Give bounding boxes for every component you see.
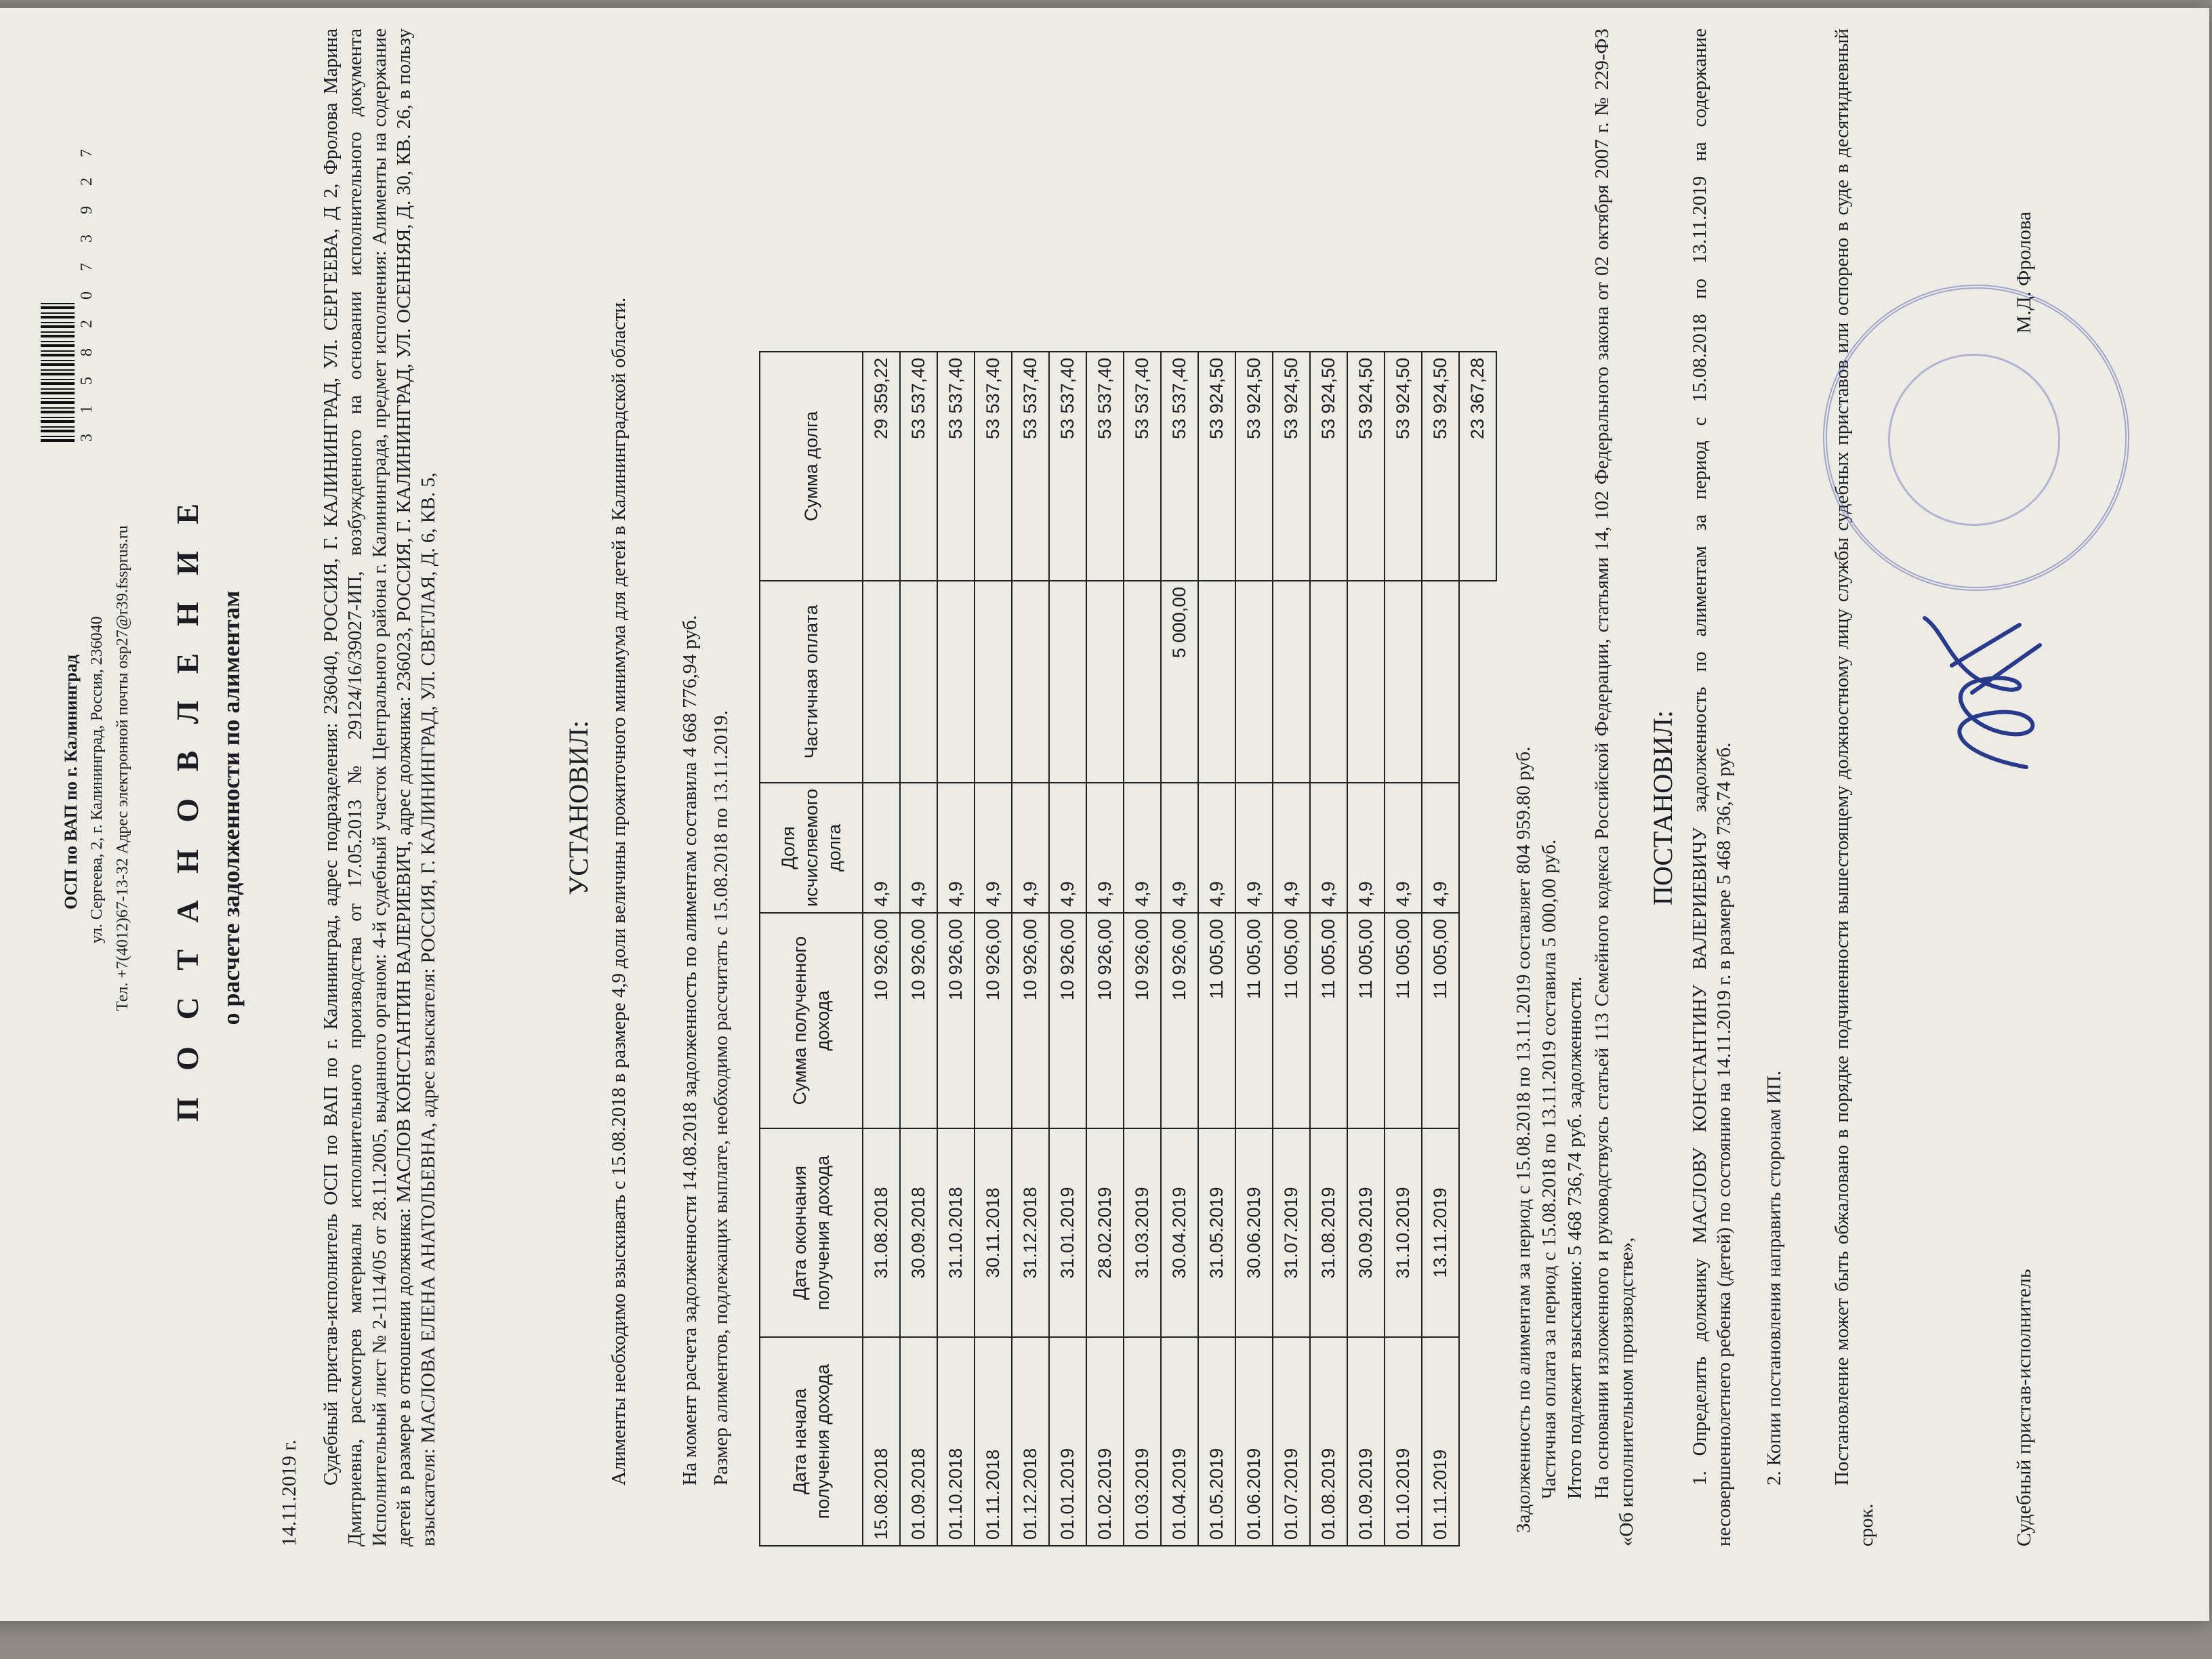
col-header-share: Доля исчисляемого долга [760, 783, 863, 913]
table-row [1049, 352, 1086, 1546]
stamp-inner-ring [1888, 354, 2060, 526]
cell-debt: 53 537,40 [1086, 352, 1124, 581]
legal-basis: На основании изложенного и руководствуясь статьей 113 Семейного кодекса Российской Федерации, статьями 14, 102 Федерального закона от 02 октября 2007 г. № 229-ФЗ «Об исполнительном производстве», [1591, 28, 1637, 1547]
cell-start-date: 01.04.2019 [1161, 1337, 1198, 1546]
table-row [975, 352, 1012, 1546]
cell-partial-payment [975, 581, 1012, 783]
cell-debt: 53 924,50 [1198, 352, 1235, 581]
cell-start-date: 01.10.2018 [937, 1337, 975, 1546]
cell-income: 10 926,00 [1124, 913, 1161, 1128]
resolved-item-1: 1. Определить должнику МАСЛОВУ КОНСТАНТИНУ ВАЛЕРИЕВИЧУ задолженность по алиментам за период с 15.08.2018 по 13.11.2019 на содержание несовершеннолетнего ребенка (детей) по состоянию на 14.11.2019 г. в размере 5 468 736,74 руб. [1689, 28, 1735, 1547]
cell-partial-payment [900, 581, 937, 783]
col-header-start: Дата начала получения дохода [760, 1337, 863, 1546]
established-heading: УСТАНОВИЛ: [563, 720, 594, 895]
cell-start-date: 01.09.2018 [900, 1337, 937, 1546]
table-row [900, 352, 937, 1546]
cell-start-date: 01.05.2019 [1198, 1337, 1235, 1546]
cell-debt: 53 537,40 [1012, 352, 1049, 581]
document-date: 14.11.2019 г. [278, 1439, 300, 1547]
cell-end-date: 13.11.2019 [1422, 1128, 1459, 1337]
table-row [1012, 352, 1049, 1546]
cell-income: 10 926,00 [1161, 913, 1198, 1128]
cell-share: 4,9 [1422, 783, 1459, 913]
table-row [1161, 352, 1198, 1546]
header-org: ОСП по ВАП по г. Калининград [61, 654, 81, 909]
cell-debt: 53 537,40 [975, 352, 1012, 581]
cell-share: 4,9 [1235, 783, 1273, 913]
cell-income: 10 926,00 [1049, 913, 1086, 1128]
header-address: ул. Сергеева, 2, г. Калининград, Россия, 236040 [88, 616, 106, 943]
cell-share: 4,9 [863, 783, 900, 913]
cell-partial-payment [1422, 581, 1459, 783]
cell-end-date: 31.12.2018 [1012, 1128, 1049, 1337]
table-row [863, 352, 900, 1546]
cell-income: 10 926,00 [1086, 913, 1124, 1128]
cell-end-date: 28.02.2019 [1086, 1128, 1124, 1337]
table-total: 23 367,28 [1459, 352, 1496, 581]
cell-start-date: 01.06.2019 [1235, 1337, 1273, 1546]
cell-partial-payment [1235, 581, 1273, 783]
cell-start-date: 01.11.2019 [1422, 1337, 1459, 1546]
cell-share: 4,9 [1273, 783, 1310, 913]
cell-end-date: 30.11.2018 [975, 1128, 1012, 1337]
cell-end-date: 30.09.2018 [900, 1128, 937, 1337]
cell-partial-payment [1385, 581, 1422, 783]
cell-income: 10 926,00 [975, 913, 1012, 1128]
resolved-heading: ПОСТАНОВИЛ: [1647, 710, 1678, 905]
col-header-partial: Частичная оплата [760, 581, 863, 783]
cell-share: 4,9 [1049, 783, 1086, 913]
summary-partial: Частичная оплата за период с 15.08.2018 по 13.11.2019 составила 5 000,00 руб. [1538, 839, 1560, 1499]
cell-start-date: 01.12.2018 [1012, 1337, 1049, 1546]
cell-debt: 53 924,50 [1273, 352, 1310, 581]
col-header-debt: Сумма долга [760, 352, 863, 581]
table-row [1124, 352, 1161, 1546]
cell-end-date: 30.09.2019 [1347, 1128, 1385, 1337]
cell-share: 4,9 [975, 783, 1012, 913]
cell-share: 4,9 [1385, 783, 1422, 913]
table-body [863, 352, 1459, 1546]
cell-end-date: 31.07.2019 [1273, 1128, 1310, 1337]
cell-start-date: 01.09.2019 [1347, 1337, 1385, 1546]
cell-end-date: 31.05.2019 [1198, 1128, 1235, 1337]
established-text-3: Размер алиментов, подлежащих выплате, необходимо рассчитать с 15.08.2018 по 13.11.2019. [710, 710, 732, 1486]
cell-partial-payment [1124, 581, 1161, 783]
cell-start-date: 01.07.2019 [1273, 1337, 1310, 1546]
cell-income: 10 926,00 [1012, 913, 1049, 1128]
cell-share: 4,9 [937, 783, 975, 913]
signer-name: М.Д. Фролова [2013, 211, 2035, 333]
cell-debt: 53 924,50 [1422, 352, 1459, 581]
cell-partial-payment [1012, 581, 1049, 783]
cell-end-date: 31.08.2019 [1310, 1128, 1347, 1337]
table-header-row [760, 352, 863, 1546]
table-row [1385, 352, 1422, 1546]
cell-debt: 53 537,40 [1049, 352, 1086, 581]
cell-start-date: 01.11.2018 [975, 1337, 1012, 1546]
cell-share: 4,9 [1198, 783, 1235, 913]
cell-debt: 53 924,50 [1235, 352, 1273, 581]
document-title: П О С Т А Н О В Л Е Н И Е [170, 493, 205, 1122]
established-text-1: Алименты необходимо взыскивать с 15.08.2018 в размере 4,9 доли величины прожиточного минимума для детей в Калининградской области. [608, 297, 630, 1486]
table-total-row [1459, 352, 1496, 1546]
cell-income: 10 926,00 [937, 913, 975, 1128]
cell-share: 4,9 [1012, 783, 1049, 913]
header-contacts: Тел. +7(4012)67-13-32 Адрес электронной почты osp27@r39.fssprus.ru [114, 525, 131, 1011]
cell-end-date: 30.04.2019 [1161, 1128, 1198, 1337]
cell-income: 10 926,00 [863, 913, 900, 1128]
cell-end-date: 31.10.2019 [1385, 1128, 1422, 1337]
cell-partial-payment [1347, 581, 1385, 783]
table-row [1273, 352, 1310, 1546]
cell-income: 11 005,00 [1347, 913, 1385, 1128]
cell-end-date: 30.06.2019 [1235, 1128, 1273, 1337]
cell-end-date: 31.01.2019 [1049, 1128, 1086, 1337]
cell-share: 4,9 [1086, 783, 1124, 913]
cell-income: 11 005,00 [1385, 913, 1422, 1128]
document-subtitle: о расчете задолженности по алиментам [218, 590, 245, 1025]
cell-income: 10 926,00 [900, 913, 937, 1128]
cell-partial-payment [1273, 581, 1310, 783]
cell-start-date: 01.02.2019 [1086, 1337, 1124, 1546]
cell-debt: 53 537,40 [900, 352, 937, 581]
handwritten-signature [1911, 605, 2060, 781]
barcode-number: 3 1 5 8 2 0 7 3 9 2 7 [78, 141, 96, 442]
cell-start-date: 01.01.2019 [1049, 1337, 1086, 1546]
cell-partial-payment [1198, 581, 1235, 783]
cell-income: 11 005,00 [1198, 913, 1235, 1128]
debt-table [759, 351, 1497, 1547]
cell-share: 4,9 [1347, 783, 1385, 913]
table-row [1422, 352, 1459, 1546]
cell-share: 4,9 [1310, 783, 1347, 913]
cell-end-date: 31.08.2018 [863, 1128, 900, 1337]
cell-debt: 53 924,50 [1385, 352, 1422, 581]
cell-start-date: 15.08.2018 [863, 1337, 900, 1546]
resolved-item-2: 2. Копии постановления направить сторонам ИП. [1763, 1070, 1785, 1486]
col-header-income: Сумма полученного дохода [760, 913, 863, 1128]
table-row [1235, 352, 1273, 1546]
cell-partial-payment [1310, 581, 1347, 783]
table-row [1086, 352, 1124, 1546]
cell-share: 4,9 [900, 783, 937, 913]
official-stamp [1823, 285, 2129, 591]
established-text-2: На момент расчета задолженности 14.08.2018 задолженность по алиментам составила 4 668 776,94 руб. [679, 615, 701, 1486]
signer-title: Судебный пристав-исполнитель [2013, 1269, 2035, 1547]
cell-debt: 53 924,50 [1310, 352, 1347, 581]
table-row [1198, 352, 1235, 1546]
cell-end-date: 31.03.2019 [1124, 1128, 1161, 1337]
cell-income: 11 005,00 [1310, 913, 1347, 1128]
cell-income: 11 005,00 [1422, 913, 1459, 1128]
cell-share: 4,9 [1124, 783, 1161, 913]
cell-debt: 29 359,22 [863, 352, 900, 581]
cell-debt: 53 537,40 [1124, 352, 1161, 581]
cell-partial-payment: 5 000,00 [1161, 581, 1198, 783]
cell-income: 11 005,00 [1273, 913, 1310, 1128]
barcode-graphic [41, 300, 75, 442]
summary-total: Итого подлежит взысканию: 5 468 736,74 руб. задолженности. [1564, 976, 1586, 1499]
table-row [937, 352, 975, 1546]
cell-start-date: 01.08.2019 [1310, 1337, 1347, 1546]
cell-end-date: 31.10.2018 [937, 1128, 975, 1337]
cell-partial-payment [863, 581, 900, 783]
col-header-end: Дата окончания получения дохода [760, 1128, 863, 1337]
appeal-text: Постановление может быть обжаловано в порядке подчиненности вышестоящему должностному лицу службы судебных приставов или оспорено в суде в десятидневный срок. [1831, 28, 1877, 1547]
cell-start-date: 01.03.2019 [1124, 1337, 1161, 1546]
summary-debt: Задолженность по алиментам за период с 15.08.2018 по 13.11.2019 составляет 804 959.80 руб. [1513, 746, 1534, 1533]
table-row [1310, 352, 1347, 1546]
table-row [1347, 352, 1385, 1546]
cell-debt: 53 924,50 [1347, 352, 1385, 581]
cell-income: 11 005,00 [1235, 913, 1273, 1128]
cell-share: 4,9 [1161, 783, 1198, 913]
intro-paragraph: Судебный пристав-исполнитель ОСП по ВАП по г. Калининград, адрес подразделения: 236040, РОССИЯ, Г. КАЛИНИНГРАД, УЛ. СЕРГЕЕВА, Д 2, Фролова Марина Дмитриевна, рассмотрев материалы исполнительного производства от 17.05.2013 № 29124/16/39027-ИП, возбужденного на основании исполнительного документа Исполнительный лист № 2-1114/05 от 28.11.2005, выданного органом: 4-й судебный участок Центрального района г. Калининграда, предмет исполнения: Алименты на содержание детей в размере в отношении должника: МАСЛОВ КОНСТАНТИН ВАЛЕРИЕВИЧ, адрес должника: 236023, РОССИЯ, Г. КАЛИНИНГРАД, УЛ. ОСЕННЯЯ, Д. 30, КВ. 26, в пользу взыскателя: МАСЛОВА ЕЛЕНА АНАТОЛЬЕВНА, адрес взыскателя: РОССИЯ, Г. КАЛИНИНГРАД, УЛ. СВЕТЛАЯ, Д. 6, КВ. 5, [320, 28, 439, 1547]
cell-partial-payment [1086, 581, 1124, 783]
cell-partial-payment [1049, 581, 1086, 783]
cell-partial-payment [937, 581, 975, 783]
cell-start-date: 01.10.2019 [1385, 1337, 1422, 1546]
cell-debt: 53 537,40 [1161, 352, 1198, 581]
cell-debt: 53 537,40 [937, 352, 975, 581]
document-paper [0, 8, 2209, 1621]
